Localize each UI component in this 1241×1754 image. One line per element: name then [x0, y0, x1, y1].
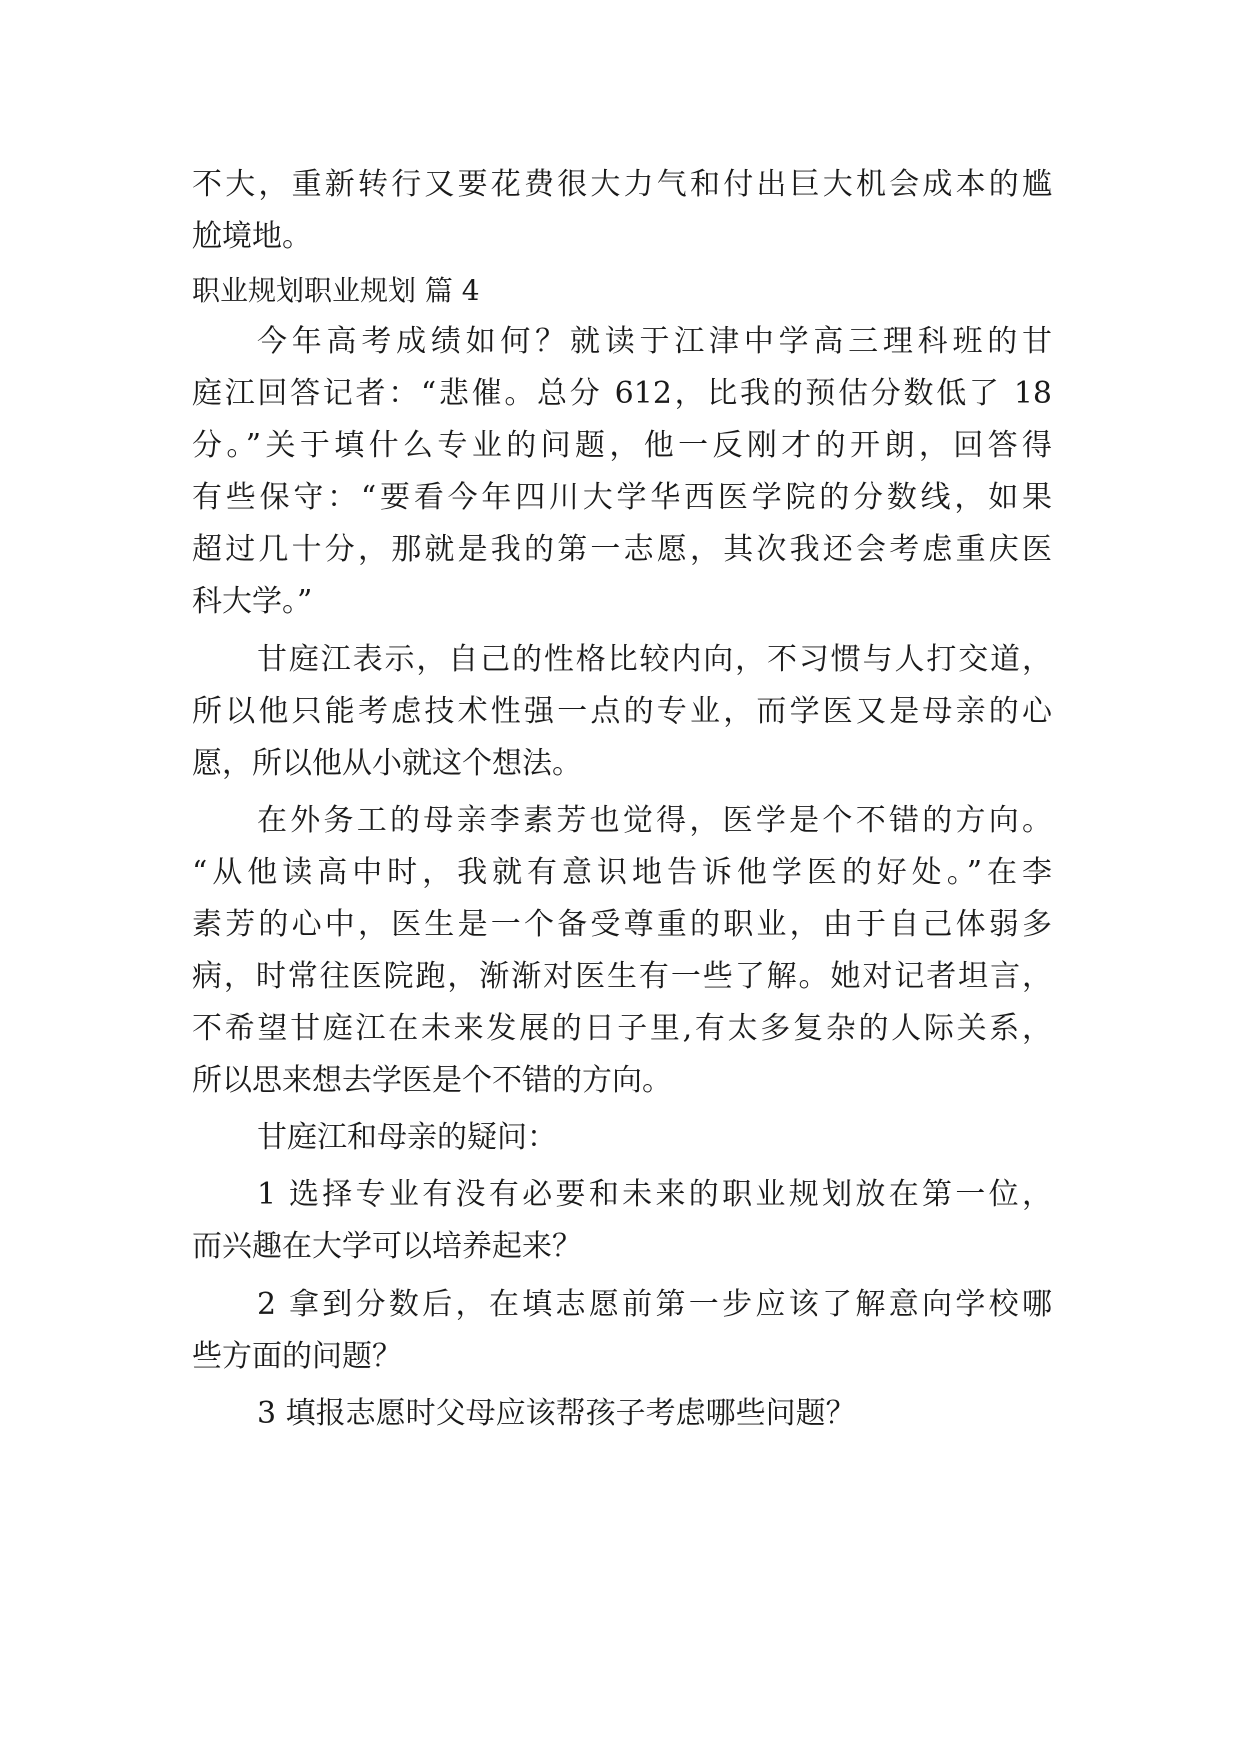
text-line: “从他读高中时，我就有意识地告诉他学医的好处。”在李	[192, 855, 1052, 890]
text-line: 甘庭江和母亲的疑问：	[257, 1120, 557, 1155]
text-line: 而兴趣在大学可以培养起来？	[192, 1229, 582, 1264]
text-line: 有些保守：“要看今年四川大学华西医学院的分数线，如果	[192, 480, 1052, 515]
section-heading: 职业规划职业规划 篇 4	[192, 274, 480, 307]
text-line: 些方面的问题？	[192, 1339, 402, 1374]
text-line: 今年高考成绩如何？就读于江津中学高三理科班的甘	[257, 324, 1052, 359]
text-line: 不希望甘庭江在未来发展的日子里,有太多复杂的人际关系，	[192, 1011, 1052, 1046]
text-line: 尬境地。	[192, 219, 312, 254]
text-line: 病，时常往医院跑，渐渐对医生有一些了解。她对记者坦言，	[192, 959, 1052, 994]
text-line: 愿，所以他从小就这个想法。	[192, 746, 582, 781]
text-line: 2 拿到分数后，在填志愿前第一步应该了解意向学校哪	[257, 1287, 1052, 1322]
text-line: 所以思来想去学医是个不错的方向。	[192, 1063, 672, 1098]
text-line: 庭江回答记者：“悲催。总分 612，比我的预估分数低了 18	[192, 376, 1052, 411]
text-line: 不大，重新转行又要花费很大力气和付出巨大机会成本的尴	[192, 167, 1052, 202]
text-line: 科大学。”	[192, 584, 313, 619]
text-line: 素芳的心中，医生是一个备受尊重的职业，由于自己体弱多	[192, 907, 1052, 942]
text-line: 甘庭江表示，自己的性格比较内向，不习惯与人打交道，	[257, 642, 1052, 677]
text-line: 1 选择专业有没有必要和未来的职业规划放在第一位，	[257, 1177, 1052, 1212]
text-line: 在外务工的母亲李素芳也觉得，医学是个不错的方向。	[257, 803, 1052, 838]
text-line: 分。”关于填什么专业的问题，他一反刚才的开朗，回答得	[192, 428, 1052, 463]
text-line: 3 填报志愿时父母应该帮孩子考虑哪些问题？	[257, 1396, 856, 1431]
text-line: 所以他只能考虑技术性强一点的专业，而学医又是母亲的心	[192, 694, 1052, 729]
text-line: 超过几十分，那就是我的第一志愿，其次我还会考虑重庆医	[192, 532, 1052, 567]
